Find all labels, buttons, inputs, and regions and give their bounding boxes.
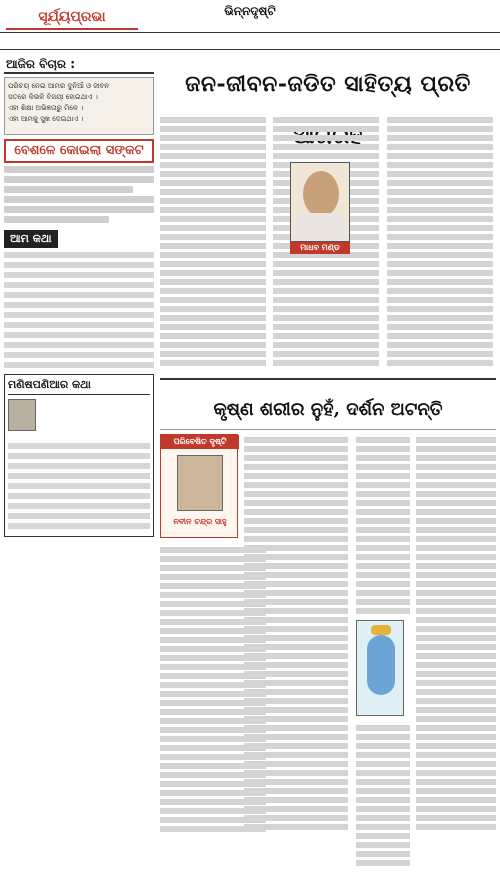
article2-body bbox=[160, 434, 496, 868]
quote-line: ପରିଚୟ ନେଇ ଆମର ଦୁନିଆଁ ଓ ଜୀବନ bbox=[8, 82, 110, 90]
byline-name: ନବୀନ ଚନ୍ଦ୍ର ସାହୁ bbox=[173, 517, 227, 526]
author-photo-caption: ମାଧବ ମଣ୍ଡ bbox=[290, 242, 350, 254]
quote-line: ସତରେ କିଭଳି ବିଜୟୀ ହୋଇଥାଏ । bbox=[8, 93, 98, 101]
author-shirt bbox=[295, 213, 347, 241]
left-column bbox=[4, 56, 154, 868]
second-headline: କୃଷ୍ଣ ଶରୀର ନୁହଁ, ଦର୍ଶନ ଅଟନ୍ତି bbox=[160, 390, 496, 430]
quote-line: ଏହା ଶିକ୍ଷା ଅଭିଜ୍ଞତାରୁ ମିଳେ । bbox=[8, 104, 84, 112]
columnist-photo bbox=[8, 399, 36, 431]
krishna-figure bbox=[367, 635, 395, 695]
article2-column-4 bbox=[416, 434, 496, 868]
coal-crisis-body bbox=[4, 166, 154, 223]
date-strip bbox=[0, 32, 500, 50]
byline-photo bbox=[177, 455, 223, 511]
main-headline: ଜନ-ଜୀବନ-ଜଡିତ ସାହିତ୍ୟ ପ୍ରତି bbox=[185, 71, 471, 97]
section-title: ଭିନ୍ନଦୃଷ୍ଟି bbox=[224, 4, 276, 18]
krishna-illustration bbox=[356, 620, 404, 716]
article2-column-2 bbox=[244, 434, 348, 868]
logo-underline bbox=[6, 28, 138, 30]
author-face bbox=[303, 171, 339, 217]
article1-column-3 bbox=[387, 114, 493, 374]
article2-column-3-bottom bbox=[356, 722, 410, 868]
our-story-badge: ଆମ କଥା bbox=[4, 230, 58, 248]
humanity-column-title: ମଣିଷପଣିଆର କଥା bbox=[8, 378, 150, 395]
article-divider bbox=[160, 378, 496, 380]
krishna-crown bbox=[371, 625, 391, 635]
quote-line: ଏହା ଆମକୁ ସୁଖ ଦେଇଥାଏ । bbox=[8, 115, 84, 123]
newspaper-logo: ସୂର୍ଯ୍ୟପ୍ରଭା bbox=[38, 9, 106, 25]
article1-column-1 bbox=[160, 114, 266, 374]
todays-thought-label: ଆଜିର ବିଚାର : bbox=[4, 56, 154, 74]
our-story-body bbox=[4, 252, 154, 368]
humanity-column bbox=[4, 374, 154, 537]
byline-box bbox=[160, 434, 238, 538]
byline-label: ପରିବେଷିତ ଦୃଷ୍ଟି bbox=[161, 435, 239, 449]
thought-quote-box bbox=[4, 77, 154, 135]
coal-crisis-headline: ବେଶଳେ କୋଇଲା ସଙ୍କଟ bbox=[4, 139, 154, 163]
article2-column-3-top bbox=[356, 434, 410, 614]
masthead bbox=[0, 0, 500, 52]
author-photo bbox=[290, 162, 350, 242]
